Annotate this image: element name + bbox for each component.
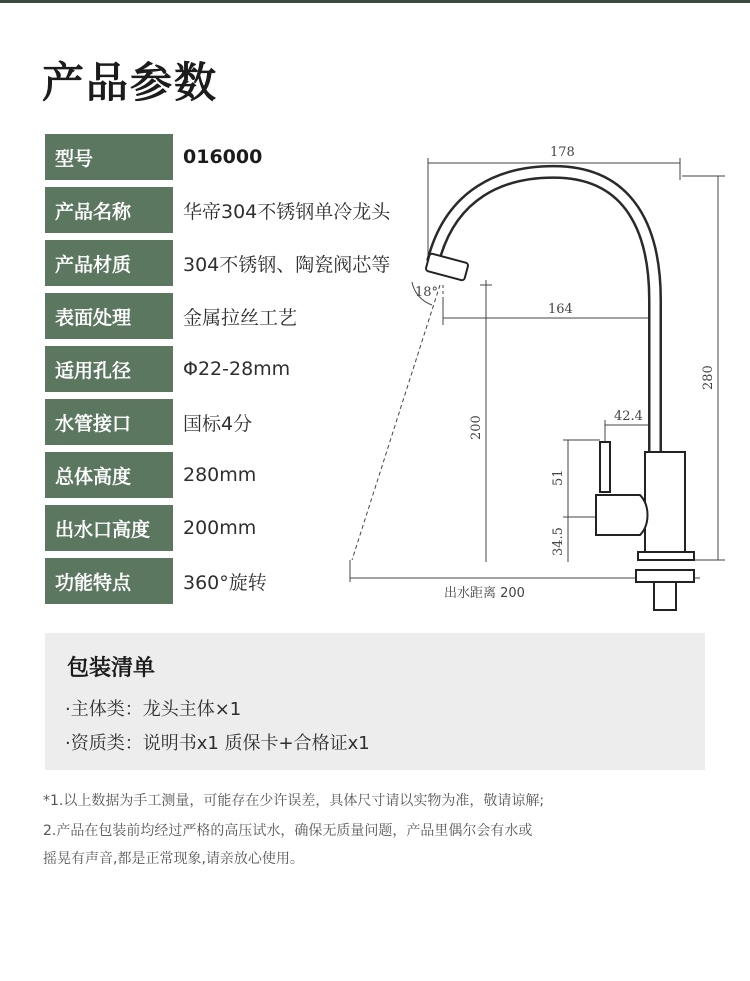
param-value: 国标4分 — [183, 412, 253, 435]
dim-label-164: 164 — [548, 302, 573, 317]
dim-label-200: 200 — [469, 415, 484, 440]
dim-label-34-5: 34.5 — [551, 527, 566, 556]
packing-item: ·主体类：龙头主体×1 — [65, 699, 242, 720]
param-label: 产品名称 — [45, 187, 173, 233]
param-label: 水管接口 — [45, 399, 173, 445]
param-value: 280mm — [183, 464, 257, 486]
param-label: 出水口高度 — [45, 505, 173, 551]
packing-list — [45, 633, 705, 770]
param-label: 型号 — [45, 134, 173, 180]
param-value: 200mm — [183, 517, 257, 539]
note-line: 摇晃有声音,都是正常现象,请亲放心使用。 — [43, 851, 304, 867]
param-value: 金属拉丝工艺 — [183, 306, 298, 329]
dim-label-51: 51 — [551, 469, 566, 486]
page-title: 产品参数 — [42, 58, 219, 107]
packing-item: ·资质类：说明书x1 质保卡+合格证x1 — [65, 733, 370, 754]
param-value: Φ22-28mm — [183, 358, 291, 380]
outflow-distance-label: 出水距离 200 — [444, 586, 525, 601]
param-value: 360°旋转 — [183, 571, 267, 594]
param-label: 表面处理 — [45, 293, 173, 339]
note-line: *1.以上数据为手工测量，可能存在少许误差，具体尺寸请以实物为准，敬请谅解; — [43, 793, 545, 809]
note-line: 2.产品在包装前均经过严格的高压试水，确保无质量问题，产品里偶尔会有水或 — [43, 823, 533, 839]
angle-label: 18° — [415, 285, 439, 300]
dim-label-42-4: 42.4 — [614, 409, 643, 424]
param-label: 功能特点 — [45, 558, 173, 604]
param-label: 总体高度 — [45, 452, 173, 498]
param-value: 016000 — [183, 146, 263, 168]
dim-label-280: 280 — [701, 365, 716, 390]
param-value: 304不锈钢、陶瓷阀芯等 — [183, 253, 391, 276]
param-value: 华帝304不锈钢单冷龙头 — [183, 200, 391, 223]
param-label: 产品材质 — [45, 240, 173, 286]
packing-title: 包装清单 — [67, 656, 156, 681]
dim-label-178: 178 — [550, 145, 575, 160]
param-label: 适用孔径 — [45, 346, 173, 392]
